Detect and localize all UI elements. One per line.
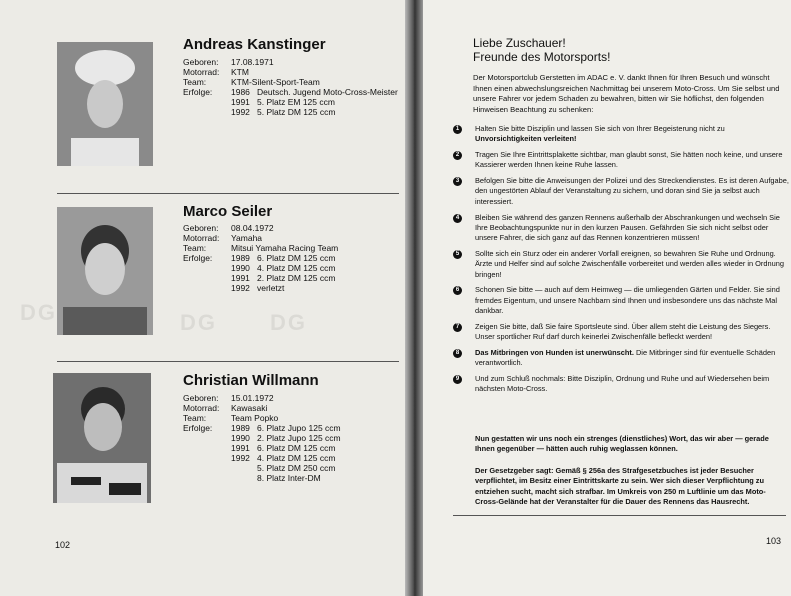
result-text: 8. Platz Inter-DM — [257, 473, 321, 483]
team-value: KTM-Silent-Sport-Team — [231, 77, 320, 87]
birth-label: Geboren: — [183, 57, 219, 67]
rider-name: Andreas Kanstinger — [183, 36, 326, 53]
result-row — [231, 87, 398, 97]
rule-bold-text: Unvorsichtigkeiten verleiten! — [475, 134, 577, 144]
number-bullet-icon: 4 — [453, 214, 462, 223]
page-number: 102 — [55, 540, 71, 550]
divider — [453, 515, 786, 516]
number-bullet-icon: 1 — [453, 125, 462, 134]
result-text: 5. Platz DM 125 ccm — [257, 107, 336, 117]
watermark: DG — [270, 310, 307, 335]
watermark: DG — [180, 310, 217, 335]
result-year: 1992 — [231, 283, 250, 293]
result-text: 2. Platz Jupo 125 ccm — [257, 433, 341, 443]
result-year: 1990 — [231, 263, 250, 273]
rule-text: Sollte sich ein Sturz oder ein anderer Vorfall ereignen, so bewahren Sie Ruhe und Ordnung. Ärzte und Helfer sind auf solche Zwischenfälle vorbereitet und werden alles wieder in Ordnung bringen! — [475, 248, 784, 279]
results-label: Erfolge: — [183, 253, 213, 263]
rider-photo — [57, 42, 153, 166]
greeting-line: Freunde des Motorsports! — [473, 50, 611, 64]
result-row — [231, 253, 335, 263]
divider — [57, 193, 399, 194]
result-text: 5. Platz DM 250 ccm — [257, 463, 336, 473]
result-year: 1992 — [231, 453, 250, 463]
result-row — [231, 283, 335, 293]
result-year: 1991 — [231, 97, 250, 107]
team-label: Team: — [183, 77, 207, 87]
result-text: 6. Platz DM 125 ccm — [257, 443, 336, 453]
rule-item — [453, 124, 789, 145]
birth-value: 08.04.1972 — [231, 223, 274, 233]
motorcycle-label: Motorrad: — [183, 233, 220, 243]
results-label: Erfolge: — [183, 87, 213, 97]
birth-label: Geboren: — [183, 223, 219, 233]
rider-photo — [53, 373, 151, 503]
team-value: Team Popko — [231, 413, 279, 423]
result-text: Deutsch. Jugend Moto-Cross-Meister — [257, 87, 398, 97]
book-gutter — [405, 0, 423, 596]
result-row — [231, 473, 341, 483]
results-label: Erfolge: — [183, 423, 213, 433]
result-year: 1992 — [231, 107, 250, 117]
number-bullet-icon: 7 — [453, 323, 462, 332]
result-row — [231, 433, 341, 443]
motorcycle-value: Yamaha — [231, 233, 263, 243]
results-list — [231, 423, 341, 483]
result-text: 2. Platz DM 125 ccm — [257, 273, 336, 283]
birth-label: Geboren: — [183, 393, 219, 403]
result-text: 6. Platz Jupo 125 ccm — [257, 423, 341, 433]
number-bullet-icon: 6 — [453, 286, 462, 295]
greeting-line: Liebe Zuschauer! — [473, 36, 566, 50]
result-text: 4. Platz DM 125 ccm — [257, 453, 336, 463]
results-list — [231, 253, 335, 293]
results-list — [231, 87, 398, 117]
rider-name: Marco Seiler — [183, 203, 273, 220]
result-row — [231, 423, 341, 433]
result-text: 6. Platz DM 125 ccm — [257, 253, 336, 263]
team-label: Team: — [183, 413, 207, 423]
page-number: 103 — [766, 536, 782, 546]
result-year: 1990 — [231, 433, 250, 443]
rule-item — [453, 213, 789, 244]
rule-item — [453, 150, 789, 171]
number-bullet-icon: 8 — [453, 349, 462, 358]
motorcycle-label: Motorrad: — [183, 67, 220, 77]
divider — [57, 361, 399, 362]
result-text: 4. Platz DM 125 ccm — [257, 263, 336, 273]
rider-info — [183, 223, 338, 293]
law-text: Der Gesetzgeber sagt: Gemäß § 256a des Strafgesetzbuches ist jeder Besucher verpflichtet, im Besitz einer Eintrittskarte zu sein. Wer sich dieser Verpflichtung zu entziehen sucht, macht sich strafbar. Im Umkreis von 250 m Luftlinie um das Moto-Cross-Gelände hat der Veranstalter für die Dauer des Rennens das Hausrecht. — [475, 466, 766, 506]
result-year — [231, 473, 257, 483]
result-year: 1991 — [231, 273, 250, 283]
motorcycle-value: KTM — [231, 67, 249, 77]
rule-text: Schonen Sie bitte — auch auf dem Heimweg — die umliegenden Gärten und Felder. Sie sind fremdes Eigentum, und unsere Nachbarn sind Ihnen und insbesondere uns das nächste Mal dankbar. — [475, 285, 780, 315]
number-bullet-icon: 9 — [453, 375, 462, 384]
rule-item — [453, 374, 789, 395]
result-row — [231, 443, 341, 453]
intro-text: Der Motorsportclub Gerstetten im ADAC e. V. dankt Ihnen für Ihren Besuch und wünscht Ihnen einen abwechslungsreichen Nachmittag bei unserem Moto-Cross. Um Sie selbst und unsere Fahrer vor jedem Schaden zu bewahren, bitten wir Sie höflichst, den folgenden Hinweisen Beachtung zu schenken: — [473, 73, 780, 114]
result-year: 1989 — [231, 423, 250, 433]
result-text: verletzt — [257, 283, 285, 293]
rule-item — [453, 249, 789, 280]
birth-value: 15.01.1972 — [231, 393, 274, 403]
rule-item — [453, 176, 789, 207]
result-row — [231, 97, 398, 107]
rule-item — [453, 285, 789, 316]
motorcycle-value: Kawasaki — [231, 403, 268, 413]
result-text: 5. Platz EM 125 ccm — [257, 97, 335, 107]
team-value: Mitsui Yamaha Racing Team — [231, 243, 339, 253]
result-year — [231, 463, 257, 473]
rider-name: Christian Willmann — [183, 372, 319, 389]
rule-text: Die Mitbringer sind für eventuelle Schäden verantwortlich. — [475, 347, 776, 368]
number-bullet-icon: 2 — [453, 151, 462, 160]
result-year: 1991 — [231, 443, 250, 453]
result-row — [231, 107, 398, 117]
number-bullet-icon: 5 — [453, 250, 462, 259]
rule-item — [453, 322, 789, 343]
rules-list — [453, 124, 789, 400]
watermark: DG — [20, 300, 57, 325]
rule-bold-text: Das Mitbringen von Hunden ist unerwünscht. — [475, 347, 634, 357]
rider-info — [183, 393, 341, 483]
greeting — [473, 36, 610, 64]
closing-text: Nun gestatten wir uns noch ein strenges (dienstliches) Wort, das wir aber — gerade Ihnen gegenüber — hätten auch ruhig weglassen können. — [475, 434, 769, 454]
team-label: Team: — [183, 243, 207, 253]
result-row — [231, 463, 341, 473]
rule-text: Zeigen Sie bitte, daß Sie faire Sportsleute sind. Über allem steht die Leistung des Siegers. Unser sportlicher Ruf darf durch keinerlei Zwischenfälle befleckt werden! — [475, 321, 771, 342]
rule-item — [453, 348, 789, 369]
result-row — [231, 273, 335, 283]
result-row — [231, 263, 335, 273]
rule-text: Tragen Sie Ihre Eintrittsplakette sichtbar, man glaubt sonst, Sie hätten noch keine, und unsere Kassierer werden Ihnen keine Ruhe lassen. — [475, 150, 783, 170]
rider-info — [183, 57, 398, 117]
rule-text: Befolgen Sie bitte die Anweisungen der Polizei und des Streckendienstes. Es ist deren Aufgabe, den ungestörten Ablauf der Veranstaltung zu sichern, und doran sind Sie ja selbst auch interessiert. — [475, 176, 789, 206]
rule-text: Und zum Schluß nochmals: Bitte Disziplin, Ordnung und Ruhe und auf Wiedersehen beim nächsten Moto-Cross. — [475, 373, 770, 394]
result-row — [231, 453, 341, 463]
result-year: 1989 — [231, 253, 250, 263]
number-bullet-icon: 3 — [453, 177, 462, 186]
right-page — [423, 0, 791, 596]
rule-text: Bleiben Sie während des ganzen Rennens außerhalb der Abschrankungen und wechseln Sie Ihre Beobachtungspunkte nur in den kurzen Pausen. Gefährden Sie sich nicht selbst oder unsere Fahrer, die sich ganz auf das Rennen konzentrieren müssen! — [475, 212, 780, 243]
rule-text: Halten Sie bitte Disziplin und lassen Sie sich von Ihrer Begeisterung nicht zu — [475, 124, 725, 133]
birth-value: 17.08.1971 — [231, 57, 274, 67]
result-year: 1986 — [231, 87, 250, 97]
motorcycle-label: Motorrad: — [183, 403, 220, 413]
rider-photo — [57, 207, 153, 335]
